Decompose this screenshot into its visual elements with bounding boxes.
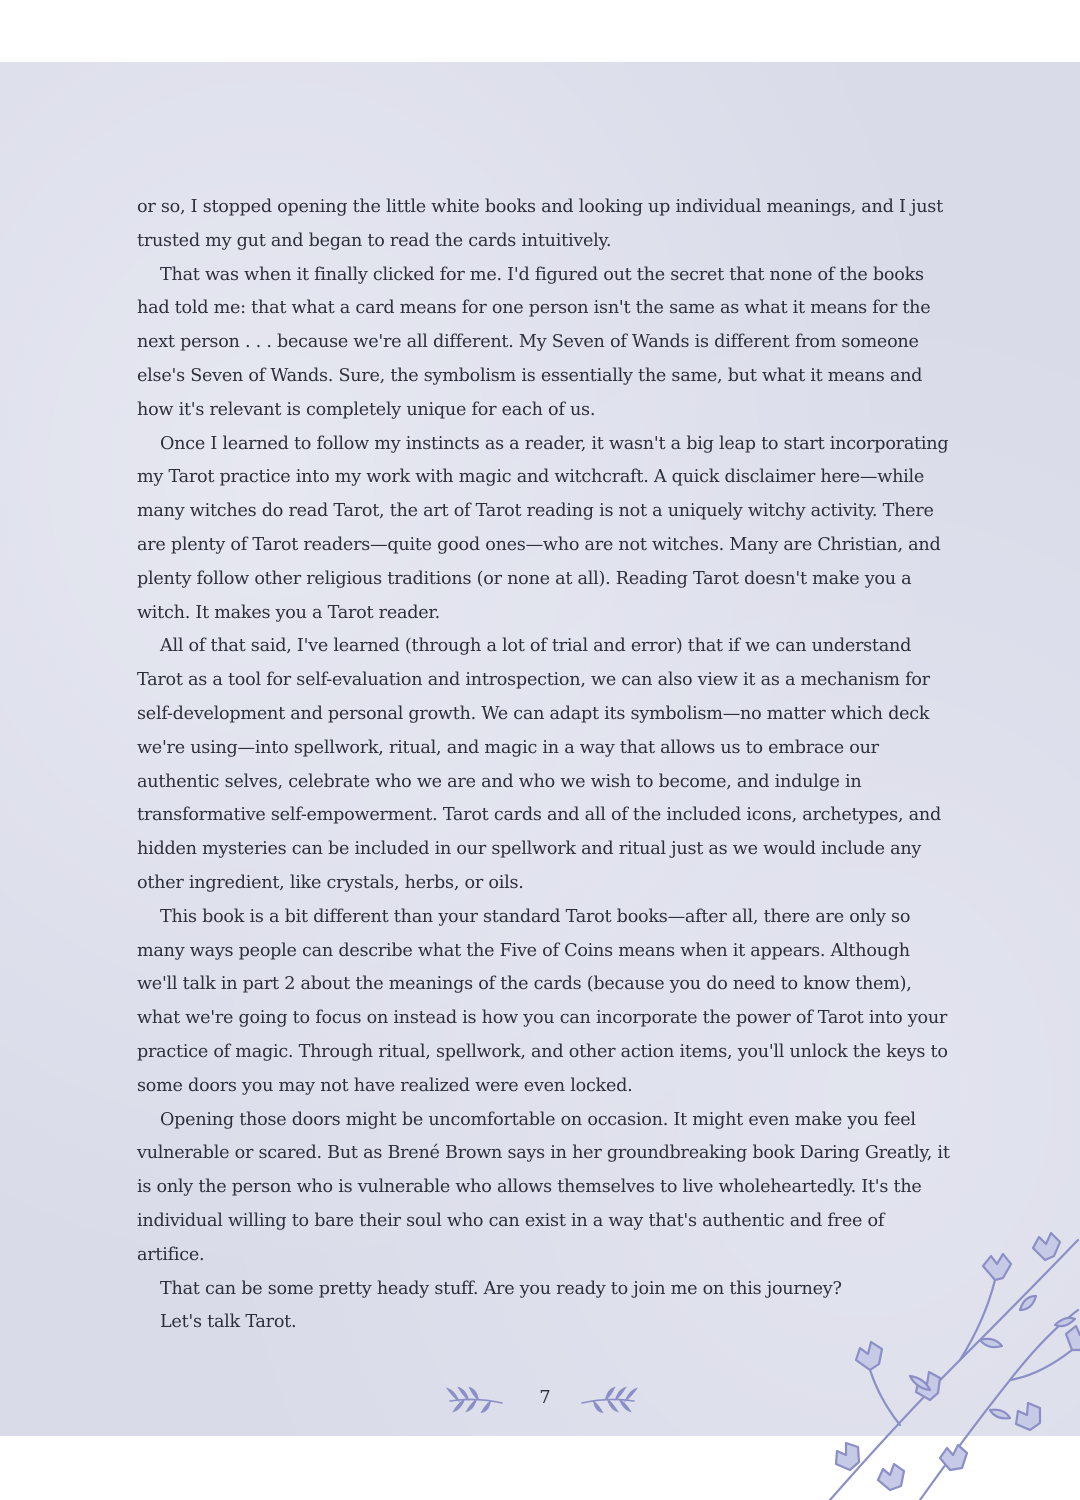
body-text: [137, 191, 955, 1340]
leaf-sprig-icon: [578, 1385, 638, 1413]
page-number: 7: [539, 1387, 551, 1408]
paragraph-3: Once I learned to follow my instincts as a reader, it wasn't a big leap to start incorporating my Tarot practice into my work with magic and witchcraft. A quick disclaimer here—while many witches do read Tarot, the art of Tarot reading is not a uniquely witchy activity. There are plenty of Tarot readers—quite good ones—who are not witches. Many are Christian, and plenty follow other religious traditions (or none at all). Reading Tarot doesn't make you a witch. It makes you a Tarot reader.: [137, 433, 949, 623]
leaf-sprig-icon: [446, 1385, 506, 1413]
paragraph-1: or so, I stopped opening the little white books and looking up individual meanings, and I just trusted my gut and began to read the cards intuitively.: [137, 197, 943, 251]
paragraph-2: That was when it finally clicked for me. I'd figured out the secret that none of the books had told me: that what a card means for one person isn't the same as what it means for the next person . . . because we're all different. My Seven of Wands is different from someone else's Seven of Wands. Sure, the symbolism is essentially the same, but what it means and how it's relevant is completely unique for each of us.: [137, 264, 931, 420]
paragraph-6: Opening those doors might be uncomfortable on occasion. It might even make you feel vulnerable or scared. But as Brené Brown says in her groundbreaking book Daring Greatly, it is only the person who is vulnerable who allows themselves to live wholeheartedly. It's the individual willing to bare their soul who can exist in a way that's authentic and free of artifice.: [137, 1109, 950, 1265]
paragraph-4: All of that said, I've learned (through a lot of trial and error) that if we can understand Tarot as a tool for self-evaluation and introspection, we can also view it as a mechanism for self-development and personal growth. We can adapt its symbolism—no matter which deck we're using—into spellwork, ritual, and magic in a way that allows us to embrace our authentic selves, celebrate who we are and who we wish to become, and indulge in transformative self-empowerment. Tarot cards and all of the included icons, archetypes, and hidden mysteries can be included in our spellwork and ritual just as we would include any other ingredient, like crystals, herbs, or oils.: [137, 636, 941, 893]
floral-branch-icon: [810, 1200, 1080, 1500]
paragraph-5: This book is a bit different than your standard Tarot books—after all, there are only so many ways people can describe what the Five of Coins means when it appears. Although we'll talk in part 2 about the meanings of the cards (because you do need to know them), what we're going to focus on instead is how you can incorporate the power of Tarot into your practice of magic. Through ritual, spellwork, and other action items, you'll unlock the keys to some doors you may not have realized were even locked.: [137, 906, 948, 1096]
paragraph-7: That can be some pretty heady stuff. Are you ready to join me on this journey?: [160, 1278, 842, 1299]
paragraph-8: Let's talk Tarot.: [160, 1312, 297, 1333]
